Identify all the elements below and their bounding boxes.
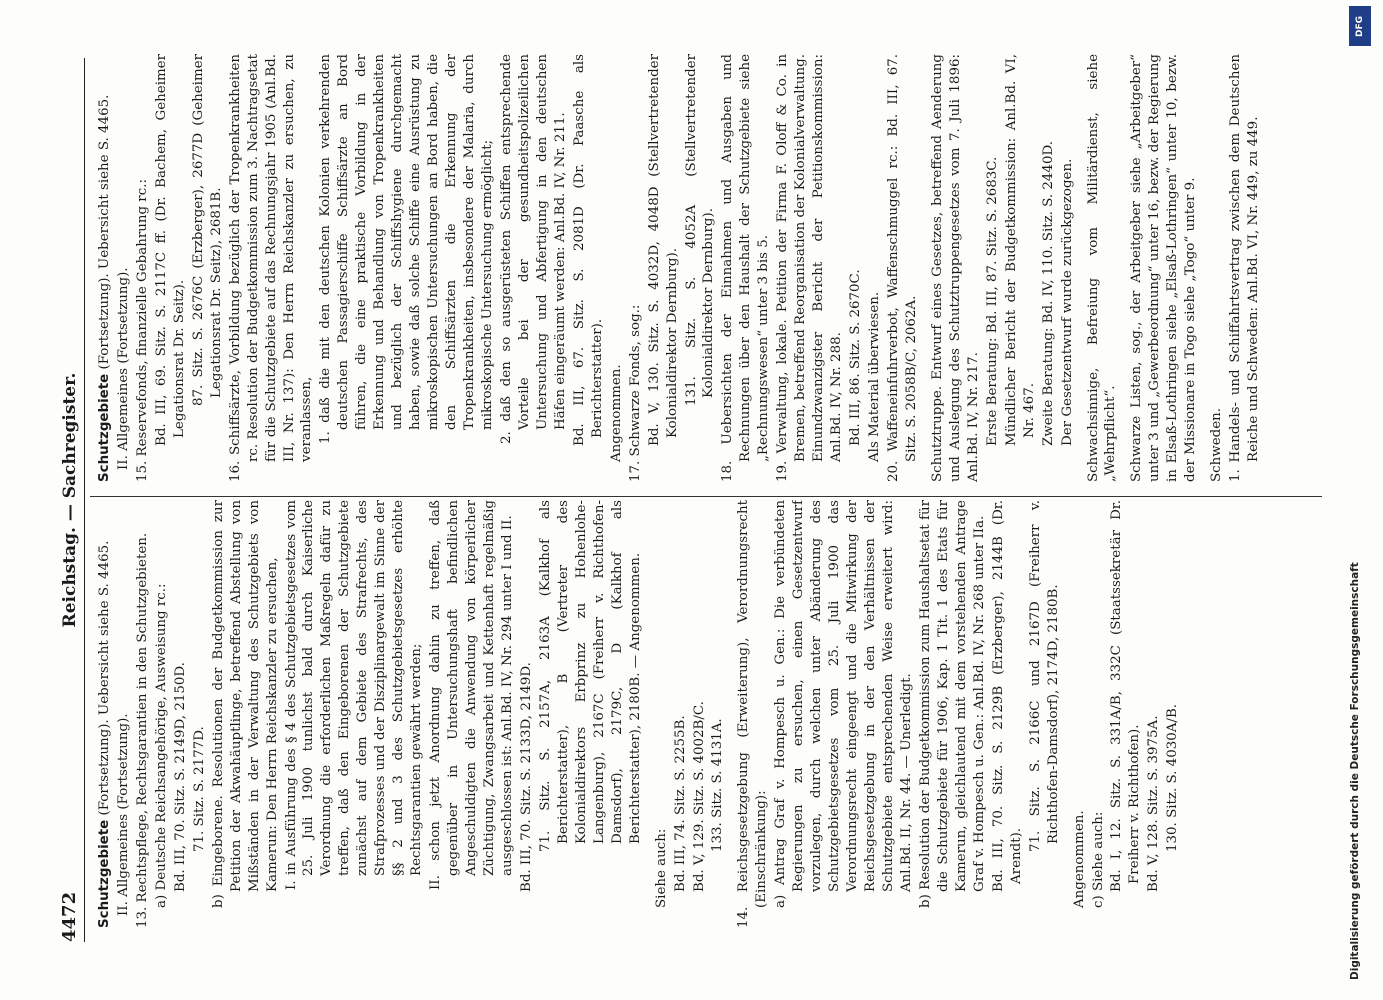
register-entry: a) Antrag Graf v. Hompesch u. Gen.: Die verbündeten Regierungen zu ersuchen, einen Gesetzentwurf vorzulegen, durch welchen unter Abänderung des Schutzgebietsgesetzes vom 25. Juli 1900 das Verordnungsrecht eingeengt und die Mitwirkung der Reichsgesetzgebung in der den Verhältnissen der Schutzgebiete entsprechenden Weise erweitert wird: Anl.Bd. II, Nr. 44. — Unerledigt.: [773, 500, 914, 908]
register-entry: Schutztruppe. Entwurf eines Gesetzes, betreffend Aenderung und Auslegung des Schutztruppengesetzes vom 7. Juli 1896: Anl.Bd. IV, Nr. 217.: [929, 54, 981, 482]
page-header: [52, 58, 85, 942]
entry-gap: [1078, 54, 1084, 482]
register-entry: c) Siehe auch:: [1090, 811, 1106, 908]
entry-gap: [728, 500, 734, 928]
register-entry: Bd. I, 12. Sitz. S. 331A/B, 332C (Staatssekretär Dr. Freiherr v. Richthofen).: [1109, 500, 1143, 892]
register-entry: Angenommen.: [608, 364, 624, 462]
register-entry: Mündlicher Bericht der Budgetkommission: Anl.Bd. VI, Nr. 467.: [1003, 54, 1037, 446]
register-entry: Der Gesetzentwurf wurde zurückgezogen.: [1059, 158, 1075, 446]
entry-gap: [646, 500, 652, 928]
register-entry: 17. Schwarze Fonds, sog.:: [627, 304, 643, 482]
register-entry: b) Eingeborene. Resolutionen der Budgetkommission zur Petition der Akwahäuptlinge, betreffend Abstellung von Mißständen in der Verwaltung des Schutzgebiets von Kamerun: Den Herrn Reichskanzler zu ersuchen,: [210, 500, 280, 908]
register-entry: Schwachsinnige, Befreiung vom Militärdienst, siehe „Wehrpflicht“.: [1085, 54, 1119, 482]
page-number: 4472: [59, 891, 80, 942]
register-entry: 16. Schiffsärzte, Vorbildung bezüglich der Tropenkrankheiten rc. Resolution der Budgetkommission zum 3. Nachtragsetat für die Schutzgebiete auf das Rechnungsjahr 1905 (Anl.Bd. III, Nr. 137): Den Herrn Reichskanzler zu ersuchen, zu veranlassen,: [227, 54, 315, 482]
register-entry: Bd. V, 128. Sitz. S. 3975A.: [1146, 715, 1162, 892]
register-entry: 133. Sitz. S. 4131A.: [710, 718, 726, 852]
register-entry: 13. Rechtspflege, Rechtsgarantien in den Schutzgebieten.: [134, 532, 150, 928]
register-entry: Zweite Beratung: Bd. IV, 110. Sitz. S. 2440D.: [1040, 141, 1056, 446]
register-entry: Bd. III, 69. Sitz. S. 2117C ff. (Dr. Bachem, Geheimer Legationsrat Dr. Seitz).: [153, 54, 187, 446]
register-entry: Bd. III, 74. Sitz. S. 2255B.: [672, 715, 688, 892]
register-entry: b) Resolution der Budgetkommission zum Haushaltsetat für die Schutzgebiete für 1906, Kap. 1 Tit. 1 des Etats für Kamerun, gleichlautend mit dem vorstehenden Antrage Graf v. Hompesch u. Gen.: Anl.Bd. IV, Nr. 268 unter IIa.: [917, 500, 987, 908]
register-entry: 131. Sitz. S. 4052A (Stellvertretender Kolonialdirektor Dernburg).: [683, 54, 717, 406]
register-entry: Schweden.: [1209, 407, 1225, 482]
register-entry: II. schon jetzt Anordnung dahin zu treffen, daß gegenüber in Untersuchungshaft befindlichen Angeschuldigten die Anwendung von körperlicher Züchtigung, Zwangsarbeit und Kettenhaft regelmäßig ausgeschlossen ist: Anl.Bd. IV, Nr. 294 unter I und II.: [428, 500, 515, 890]
right-column: [96, 54, 1324, 482]
register-entry: Bd. III, 70. Sitz. S. 2149D, 2150D.: [172, 662, 188, 892]
register-entry: 2. daß den so ausgerüsteten Schiffen entsprechende Vorteile bei der gesundheitspolizeilichen Untersuchung und Abfertigung in den deutschen Häfen eingeräumt werden: Anl.Bd. IV, Nr. 211.: [498, 54, 568, 444]
register-entry: 71. Sitz. S. 2177D.: [191, 726, 207, 852]
register-entry: Bd. III, 86. Sitz. S. 2670C.: [848, 269, 864, 446]
left-column: [96, 500, 1324, 928]
register-entry: 14. Reichsgesetzgebung (Erweiterung), Verordnungsrecht (Einschränkung):: [736, 500, 770, 928]
register-entry: I. in Ausführung des § 4 des Schutzgebietsgesetzes vom 25. Juli 1900 tunlichst bald durch Kaiserliche Verordnung die erforderlichen Maßregeln dafür zu treffen, daß den Eingeborenen der Schutzgebiete zunächst auf dem Gebiete des Strafrechts, des Strafprozesses und der Disziplinargewalt im Sinne der §§ 2 und 3 des Schutzgebietsgesetzes erhöhte Rechtsgarantien gewährt werden;: [283, 500, 425, 890]
register-entry: 1. Handels- und Schiffahrtsvertrag zwischen dem Deutschen Reiche und Schweden: Anl.Bd. VI, Nr. 449, zu 449.: [1228, 54, 1262, 482]
register-entry: 71. Sitz. S. 2157A, 2163A (Kalkhof als Berichterstatter), B (Vertreter des Kolonialdirektors Erbprinz zu Hohenlohe-Langenburg), 2167C (Freiherr v. Richthofen-Damsdorf), 2179C, D (Kalkhof als Berichterstatter), 2180B. — Angenommen.: [537, 500, 643, 852]
register-entry: Bd. V, 130. Sitz. S. 4032D, 4048D (Stellvertretender Kolonialdirektor Dernburg).: [646, 54, 680, 446]
entry-gap: [1064, 500, 1070, 928]
column-divider: [90, 496, 1322, 497]
register-entry: 20. Waffeneinfuhrverbot, Waffenschmuggel rc.: Bd. III, 67. Sitz. S. 2058B/C, 2062A.: [885, 54, 919, 482]
register-entry: 130. Sitz. S. 4030A/B.: [1165, 703, 1181, 852]
register-entry: a) Deutsche Reichsangehörige, Ausweisung rc.:: [153, 583, 169, 908]
digitization-margin: [1343, 0, 1383, 1000]
digitization-note: Digitalisierung gefördert durch die Deutsche Forschungsgemeinschaft: [1349, 562, 1361, 980]
register-entry: Siehe auch:: [653, 828, 669, 908]
left-column-heading: Schutzgebiete (Fortsetzung). Uebersicht siehe S. 4465.: [97, 540, 112, 928]
register-entry: Bd. V, 129. Sitz. S. 4002B/C.: [691, 701, 707, 892]
register-entry: 19. Verwaltung, lokale. Petition der Firma F. Oloff & Co. in Bremen, betreffend Reorganisation der Kolonialverwaltung. Einundzwanzigster Bericht der Petitionskommission: Anl.Bd. IV, Nr. 288.: [775, 54, 845, 482]
running-title: Reichstag. — Sachregister.: [60, 372, 80, 628]
register-entry: Als Material überwiesen.: [867, 291, 883, 462]
register-entry: Bd. III, 70. Sitz. S. 2129B (Erzberger), 2144B (Dr. Arendt).: [990, 500, 1024, 892]
entry-gap: [1201, 54, 1207, 482]
register-entry: Angenommen.: [1071, 810, 1087, 908]
register-entry: 18. Uebersichten der Einnahmen und Ausgaben und Rechnungen über den Haushalt der Schutzgebiete siehe „Rechnungswesen“ unter 3 bis 5.: [720, 54, 772, 482]
entry-gap: [922, 54, 928, 482]
left-column-subheading: II. Allgemeines (Fortsetzung).: [115, 713, 131, 916]
register-entry: Schwarze Listen, sog., der Arbeitgeber siehe „Arbeitgeber“ unter 3 und „Gewerbeordnung“ unter 16, bezw. der Regierung in Elsaß-Lothringen siehe „Elsaß-Lothringen“ unter 10, bezw. der Missionare in Togo siehe „Togo“ unter 9.: [1129, 54, 1199, 482]
register-entry: Bd. III, 70. Sitz. S. 2133D, 2149D.: [518, 662, 534, 892]
entry-gap: [1121, 54, 1127, 482]
register-entry: 71. Sitz. S. 2166C und 2167D (Freiherr v. Richthofen-Damsdorf), 2174D, 2180B.: [1027, 500, 1061, 852]
dfg-logo: DFG: [1349, 6, 1371, 46]
right-column-heading: Schutzgebiete (Fortsetzung). Uebersicht siehe S. 4465.: [97, 94, 112, 482]
register-entry: 87. Sitz. S. 2676C (Erzberger), 2677D (Geheimer Legationsrat Dr. Seitz), 2681B.: [190, 54, 224, 406]
register-entry: 1. daß die mit den deutschen Kolonien verkehrenden deutschen Passagierschiffe Schiffsärzte an Bord führen, die eine praktische Vorbildung in der Erkennung und Behandlung von Tropenkrankheiten und bezüglich der Schiffshygiene durchgemacht haben, sowie daß solche Schiffe eine Ausrüstung zu mikroskopischen Untersuchungen an Bord haben, die den Schiffsärzten die Erkennung der Tropenkrankheiten, insbesondere der Malaria, durch mikroskopische Untersuchung ermöglicht;: [318, 54, 496, 444]
register-entry: Erste Beratung: Bd. III, 87. Sitz. S. 2683C.: [984, 156, 1000, 446]
register-entry: Bd. III, 67. Sitz. S. 2081D (Dr. Paasche als Berichterstatter).: [571, 54, 605, 446]
right-column-subheading: II. Allgemeines (Fortsetzung).: [115, 267, 131, 470]
register-entry: 15. Reservefonds, finanzielle Gebahrung rc.:: [134, 179, 150, 482]
